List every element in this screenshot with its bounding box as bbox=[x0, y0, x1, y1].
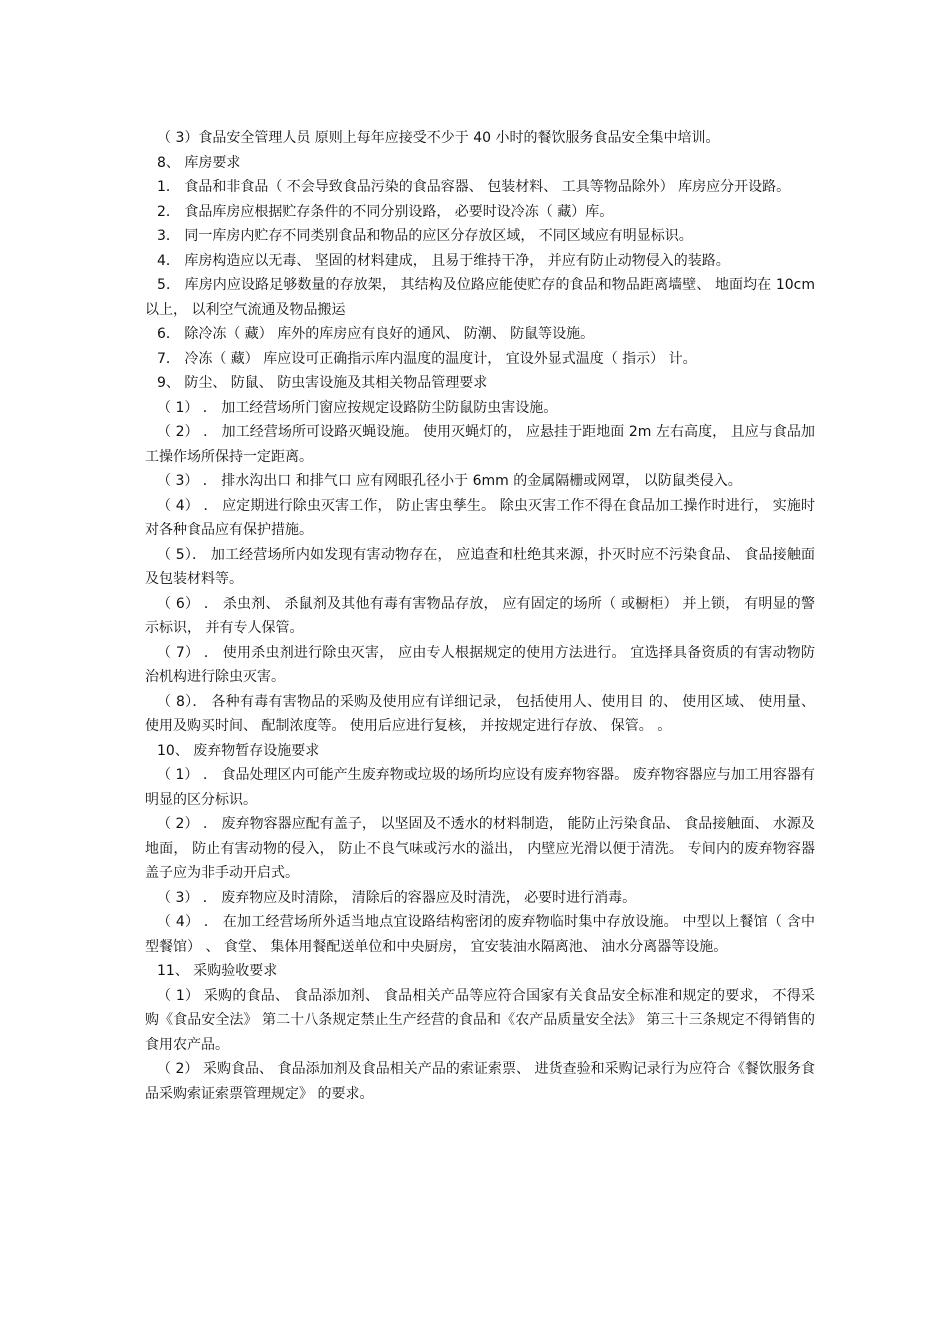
paragraph-warehouse-2: 2． 食品库房应根据贮存条件的不同分别设路， 必要时设冷冻（ 藏）库。 bbox=[157, 203, 614, 220]
paragraph-warehouse-3: 3． 同一库房内贮存不同类别食品和物品的应区分存放区域， 不同区域应有明显标识。 bbox=[157, 228, 693, 244]
paragraph-waste-4: （ 4） ． 在加工经营场所外适当地点宜设路结构密闭的废弃物临时集中存放设施。 中型以上餐馆（ 含中型餐馆） 、 食堂、 集体用餐配送单位和中央厨房， 宜安装油水隔离池、 油水分离器等设施。 bbox=[145, 914, 815, 955]
document-body bbox=[145, 126, 815, 1106]
paragraph-warehouse-1: 1． 食品和非食品（ 不会导致食品污染的食品容器、 包装材料、 工具等物品除外） 库房应分开设路。 bbox=[157, 179, 791, 195]
paragraph-warehouse-6: 6． 除冷冻（ 藏） 库外的库房应有良好的通风、 防潮、 防鼠等设施。 bbox=[157, 326, 595, 342]
section-heading-waste: 10、 废弃物暂存设施要求 bbox=[157, 742, 320, 759]
section-heading-warehouse: 8、 库房要求 bbox=[157, 154, 241, 171]
paragraph-pest-4: （ 4） ． 应定期进行除虫灭害工作， 防止害虫孳生。 除虫灭害工作不得在食品加工操作时进行， 实施时对各种食品应有保护措施。 bbox=[145, 497, 815, 538]
paragraph-warehouse-4: 4． 库房构造应以无毒、 坚固的材料建成， 且易于维持干净， 并应有防止动物侵入的装路。 bbox=[157, 252, 730, 269]
paragraph-pest-2: （ 2） ． 加工经营场所可设路灭蝇设施。 使用灭蝇灯的， 应悬挂于距地面 2m 左右高度， 且应与食品加工操作场所保持一定距离。 bbox=[145, 424, 815, 465]
paragraph-pest-7: （ 7） ． 使用杀虫剂进行除虫灭害， 应由专人根据规定的使用方法进行。 宜选择具备资质的有害动物防治机构进行除虫灭害。 bbox=[145, 644, 815, 685]
paragraph-pest-5: （ 5）． 加工经营场所内如发现有害动物存在， 应追查和杜绝其来源，扑灭时应不污染食品、 食品接触面及包装材料等。 bbox=[145, 546, 815, 587]
paragraph-warehouse-7: 7． 冷冻（ 藏） 库应设可正确指示库内温度的温度计， 宜设外显式温度（ 指示） 计。 bbox=[157, 350, 697, 367]
paragraph-waste-2: （ 2） ． 废弃物容器应配有盖子， 以坚固及不透水的材料制造， 能防止污染食品、 食品接触面、 水源及地面， 防止有害动物的侵入， 防止不良气味或污水的溢出， 内壁应光滑以便于清洗。 专间内的废弃物容器盖子应为非手动开启式。 bbox=[145, 816, 815, 881]
paragraph-waste-3: （ 3） ． 废弃物应及时清除， 清除后的容器应及时清洗， 必要时进行消毒。 bbox=[157, 889, 637, 906]
section-heading-pest-control: 9、 防尘、 防鼠、 防虫害设施及其相关物品管理要求 bbox=[157, 375, 488, 391]
paragraph-warehouse-5: 5． 库房内应设路足够数量的存放架， 其结构及位路应能使贮存的食品和物品距离墙壁、 地面均在 10cm 以上， 以利空气流通及物品搬运 bbox=[145, 277, 815, 318]
paragraph-procurement-1: （ 1） 采购的食品、 食品添加剂、 食品相关产品等应符合国家有关食品安全标准和规定的要求， 不得采购《食品安全法》 第二十八条规定禁止生产经营的食品和《农产品质量安全法》 第三十三条规定不得销售的食用农产品。 bbox=[145, 987, 815, 1053]
paragraph-training-hours: （ 3）食品安全管理人员 原则上每年应接受不少于 40 小时的餐饮服务食品安全集中培训。 bbox=[157, 130, 720, 146]
section-heading-procurement: 11、 采购验收要求 bbox=[157, 963, 278, 979]
paragraph-procurement-2: （ 2） 采购食品、 食品添加剂及食品相关产品的索证索票、 进货查验和采购记录行为应符合《餐饮服务食品采购索证索票管理规定》 的要求。 bbox=[145, 1061, 815, 1102]
paragraph-pest-6: （ 6） ． 杀虫剂、 杀鼠剂及其他有毒有害物品存放， 应有固定的场所（ 或橱柜） 并上锁， 有明显的警示标识， 并有专人保管。 bbox=[145, 595, 815, 636]
paragraph-pest-3: （ 3） ． 排水沟出口 和排气口 应有网眼孔径小于 6mm 的金属隔栅或网罩， 以防鼠类侵入。 bbox=[157, 473, 742, 489]
paragraph-pest-8: （ 8）． 各种有毒有害物品的采购及使用应有详细记录， 包括使用人、使用目 的、 使用区域、 使用量、 使用及购买时间、 配制浓度等。 使用后应进行复核， 并按规定进行存放、 保管。 。 bbox=[145, 693, 815, 734]
paragraph-pest-1: （ 1） ． 加工经营场所门窗应按规定设路防尘防鼠防虫害设施。 bbox=[157, 399, 558, 416]
paragraph-waste-1: （ 1） ． 食品处理区内可能产生废弃物或垃圾的场所均应设有废弃物容器。 废弃物容器应与加工用容器有明显的区分标识。 bbox=[145, 767, 815, 808]
